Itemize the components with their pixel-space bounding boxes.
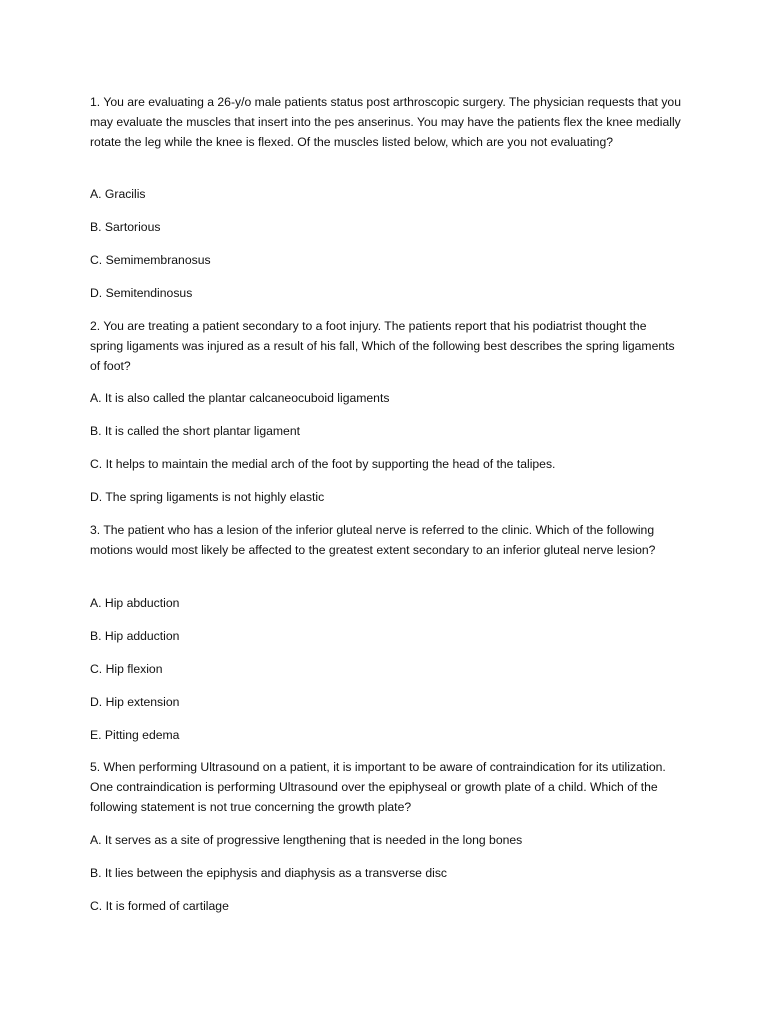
question-1-stem: 1. You are evaluating a 26-y/o male patients status post arthroscopic surgery. The physician requests that you may evaluate the muscles that insert into the pes anserinus. You may have the patients flex the knee medially rotate the leg while the knee is flexed. Of the muscles listed below, which are you not evaluating? [90, 95, 681, 149]
question-5-stem: 5. When performing Ultrasound on a patient, it is important to be aware of contraindication for its utilization. One contraindication is performing Ultrasound over the epiphyseal or growth plate of a child. Which of the following statement is not true concerning the growth plate? [90, 760, 666, 814]
question-3-option-b: B. Hip adduction [90, 629, 180, 643]
question-5-option-a: A. It serves as a site of progressive lengthening that is needed in the long bones [90, 833, 523, 847]
question-2-option-a: A. It is also called the plantar calcaneocuboid ligaments [90, 391, 390, 405]
question-1-option-b: B. Sartorious [90, 220, 161, 234]
question-3-option-a: A. Hip abduction [90, 596, 180, 610]
question-3-option-e: E. Pitting edema [90, 728, 180, 742]
question-3-option-c: C. Hip flexion [90, 662, 163, 676]
question-1-option-d: D. Semitendinosus [90, 286, 193, 300]
question-1-option-a: A. Gracilis [90, 187, 146, 201]
question-2-option-d: D. The spring ligaments is not highly elastic [90, 490, 325, 504]
question-3-stem: 3. The patient who has a lesion of the inferior gluteal nerve is referred to the clinic. Which of the following motions would most likely be affected to the greatest extent secondary to an inferior gluteal nerve lesion? [90, 523, 656, 557]
question-2-option-c: C. It helps to maintain the medial arch of the foot by supporting the head of the talipes. [90, 457, 556, 471]
question-2-option-b: B. It is called the short plantar ligament [90, 424, 301, 438]
question-1-option-c: C. Semimembranosus [90, 253, 211, 267]
question-2-stem: 2. You are treating a patient secondary to a foot injury. The patients report that his podiatrist thought the spring ligaments was injured as a result of his fall, Which of the following best describes the spring ligaments of foot? [90, 319, 675, 373]
question-5-option-b: B. It lies between the epiphysis and diaphysis as a transverse disc [90, 866, 448, 880]
question-5-option-c: C. It is formed of cartilage [90, 899, 229, 913]
question-3-option-d: D. Hip extension [90, 695, 180, 709]
